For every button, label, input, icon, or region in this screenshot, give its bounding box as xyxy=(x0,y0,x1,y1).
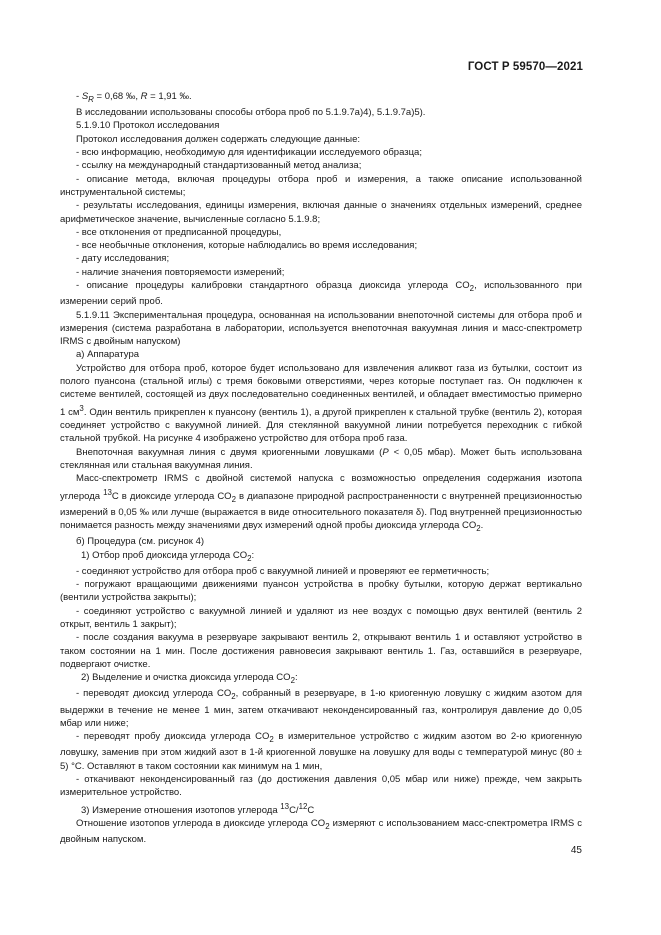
paragraph: б) Процедура (см. рисунок 4) xyxy=(76,536,205,548)
paragraph: - описание процедуры калибровки стандартного образца диоксида углерода $CO_2$, использованного при измерении серий проб. xyxy=(60,280,582,308)
paragraph: - всю информацию, необходимую для идентификации исследуемого образца; xyxy=(76,147,422,159)
paragraph: - дату исследования; xyxy=(76,253,170,265)
paragraph: 3) Измерение отношения изотопов углерода $^{13}$C/$^{12}$C xyxy=(81,801,315,816)
paragraph: - переводят диоксид углерода $CO_2$, собранный в резервуаре, в 1-ю криогенную ловушку с жидким азотом для выдержки в течение не менее 1 мин, затем откачивают неконденсированный газ, контролируя давление до 0,05 мбар или ниже; xyxy=(60,688,582,729)
paragraph: - $S_R = 0,68$ ‰, R = 1,91 ‰. xyxy=(76,91,192,104)
paragraph: - все необычные отклонения, которые наблюдались во время исследования; xyxy=(76,240,418,252)
paragraph: - погружают вращающими движениями пуансон устройства в пробку бутылки, которую держат вертикально (вентили устройства закрыты); xyxy=(60,579,582,604)
paragraph: Отношение изотопов углерода в диоксиде углерода $CO_2$ измеряют с использованием масс-спектрометра IRMS с двойным напуском. xyxy=(60,818,582,846)
paragraph: а) Аппаратура xyxy=(76,349,140,361)
paragraph: - результаты исследования, единицы измерения, включая данные о значениях отдельных измерений, среднее арифметическое значение, вычисленные согласно 5.1.9.8; xyxy=(60,200,582,225)
paragraph: Внепоточная вакуумная линия с двумя криогенными ловушками (P < 0,05 мбар). Может быть использована стеклянная или стальная вакуумная линия. xyxy=(60,446,583,471)
paragraph: 5.1.9.10 Протокол исследования xyxy=(76,120,220,132)
paragraph: - ссылку на международный стандартизованный метод анализа; xyxy=(76,160,362,172)
paragraph: Устройство для отбора проб, которое будет использовано для извлечения аликвот газа из бутылки, состоит из полого пуансона (стальной иглы) с тремя боковыми отверстиями, через которые поступает газ. Он подключен к системе вентилей, состоящей из двух последовательно соединенных вентилей, и обладает вместимостью примерно 1 $см^3$. Один вентиль прикреплен к пуансону (вентиль 1), а другой прикреплен к стальной трубке (вентиль 2), которая соединяет устройство с вакуумной линией. Для стеклянной вакуумной линии потребуется переходник с гибкой стальной трубкой. На рисунке 4 изображено устройство для отбора проб газа. xyxy=(60,362,582,445)
paragraph: - переводят пробу диоксида углерода $CO_2$ в измерительное устройство с жидким азотом во 2-ю криогенную ловушку, заменив при этом жидкий азот в 1-й криогенной ловушке на ловушку для воды с температурой минус (80 ± 5) °C. Оставляют в таком состоянии как минимум на 1 мин, xyxy=(60,731,582,772)
document-body xyxy=(60,90,582,847)
paragraph: Протокол исследования должен содержать следующие данные: xyxy=(76,133,361,145)
paragraph: 2) Выделение и очистка диоксида углерода $CO_2$: xyxy=(81,672,298,686)
page-number: 45 xyxy=(570,845,582,856)
paragraph: - соединяют устройство для отбора проб с вакуумной линией и проверяют ее герметичность; xyxy=(76,565,490,577)
paragraph: - откачивают неконденсированный газ (до достижения давления 0,05 мбар или ниже) прежде, чем закрыть измерительное устройство. xyxy=(60,773,582,799)
standard-header: ГОСТ Р 59570—2021 xyxy=(467,61,583,73)
paragraph: 1) Отбор проб диоксида углерода $CO_2$: xyxy=(81,549,255,563)
paragraph: В исследовании использованы способы отбора проб по 5.1.9.7а)4), 5.1.9.7а)5). xyxy=(76,107,426,119)
paragraph: - описание метода, включая процедуры отбора проб и измерения, а также описание использованной инструментальной системы; xyxy=(60,173,582,198)
paragraph: - соединяют устройство с вакуумной линией и удаляют из нее воздух с помощью двух вентилей (вентиль 2 открыт, вентиль 1 закрыт); xyxy=(60,605,582,631)
paragraph: Масс-спектрометр IRMS с двойной системой напуска с возможностью определения содержания изотопа углерода $^{13}$C в диоксиде углерода $CO_2$ в диапазоне природной распространенности с внутренней прецизионностью измерений в 0,05 ‰ или лучше (выражается в виде относительного показателя δ). Под внутренней прецизионностью понимается разность между значениями двух измерений одной пробы диоксида углерода $CO_2$. xyxy=(60,473,582,534)
paragraph: - после создания вакуума в резервуаре закрывают вентиль 2, открывают вентиль 1 и оставляют устройство в таком состоянии на 1 мин. После достижения равновесия закрывают вентиль 1. Газ, оставшийся в резервуаре, подвергают очистке. xyxy=(60,632,582,670)
paragraph: - наличие значения повторяемости измерений; xyxy=(76,266,285,278)
paragraph: - все отклонения от предписанной процедуры, xyxy=(76,226,282,238)
paragraph: 5.1.9.11 Экспериментальная процедура, основанная на использовании внепоточной системы для отбора проб и измерения (система разработана в лаборатории, используется внепоточная вакуумная линия и масс-спектрометр IRMS с двойным напуском) xyxy=(60,309,582,348)
